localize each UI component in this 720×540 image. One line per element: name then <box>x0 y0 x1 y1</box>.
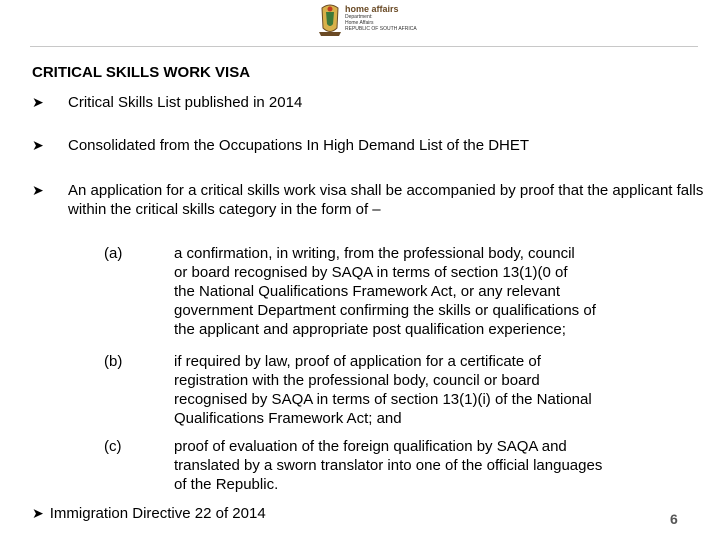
bullet-text: Critical Skills List published in 2014 <box>68 94 303 111</box>
arrowhead-bullet-icon: ➤ <box>32 505 44 521</box>
subitem-line: recognised by SAQA in terms of section 13(1)(i) of the National <box>174 391 592 408</box>
subitem-line: proof of evaluation of the foreign qualification by SAQA and <box>174 438 567 455</box>
subitem-text <box>174 437 602 494</box>
arrowhead-bullet-icon: ➤ <box>32 94 44 110</box>
subitem-line: Qualifications Framework Act; and <box>174 410 402 427</box>
logo-line-3: REPUBLIC OF SOUTH AFRICA <box>345 26 417 32</box>
header-divider <box>30 46 698 47</box>
subitem-line: a confirmation, in writing, from the professional body, council <box>174 245 575 262</box>
bullet-item <box>32 504 266 523</box>
subitem-label: (b) <box>104 353 123 370</box>
subitem-line: if required by law, proof of application for a certificate of <box>174 353 541 370</box>
arrowhead-bullet-icon: ➤ <box>32 137 44 153</box>
subitem-line: registration with the professional body, council or board <box>174 372 540 389</box>
subitem-line: or board recognised by SAQA in terms of section 13(1)(0 of <box>174 264 568 281</box>
arrowhead-bullet-icon: ➤ <box>32 182 44 198</box>
page-number: 6 <box>670 511 678 527</box>
bullet-text: Consolidated from the Occupations In High Demand List of the DHET <box>68 137 530 154</box>
subitem-label: (a) <box>104 245 123 262</box>
department-logo-text <box>345 5 417 32</box>
subitem-line: the applicant and appropriate post qualification experience; <box>174 321 566 338</box>
logo-brand: home affairs <box>345 4 399 14</box>
bullet-text: Immigration Directive 22 of 2014 <box>49 505 266 522</box>
subitem-text <box>174 244 596 339</box>
subitem-line: the National Qualifications Framework Act, or any relevant <box>174 283 561 300</box>
logo-line-1: Department: <box>345 14 373 20</box>
subitem-label: (c) <box>104 438 122 455</box>
slide-title: CRITICAL SKILLS WORK VISA <box>32 64 251 81</box>
bullet-text: An application for a critical skills work visa shall be accompanied by proof that the applicant falls within the critical skills category in the form of – <box>68 182 704 218</box>
logo-line-2: Home Affairs <box>345 20 374 26</box>
subitem-line: of the Republic. <box>174 476 279 493</box>
subitem-line: translated by a sworn translator into one of the official languages <box>174 457 603 474</box>
subitem-line: government Department confirming the skills or qualifications of <box>174 302 596 319</box>
subitem-text <box>174 352 592 428</box>
